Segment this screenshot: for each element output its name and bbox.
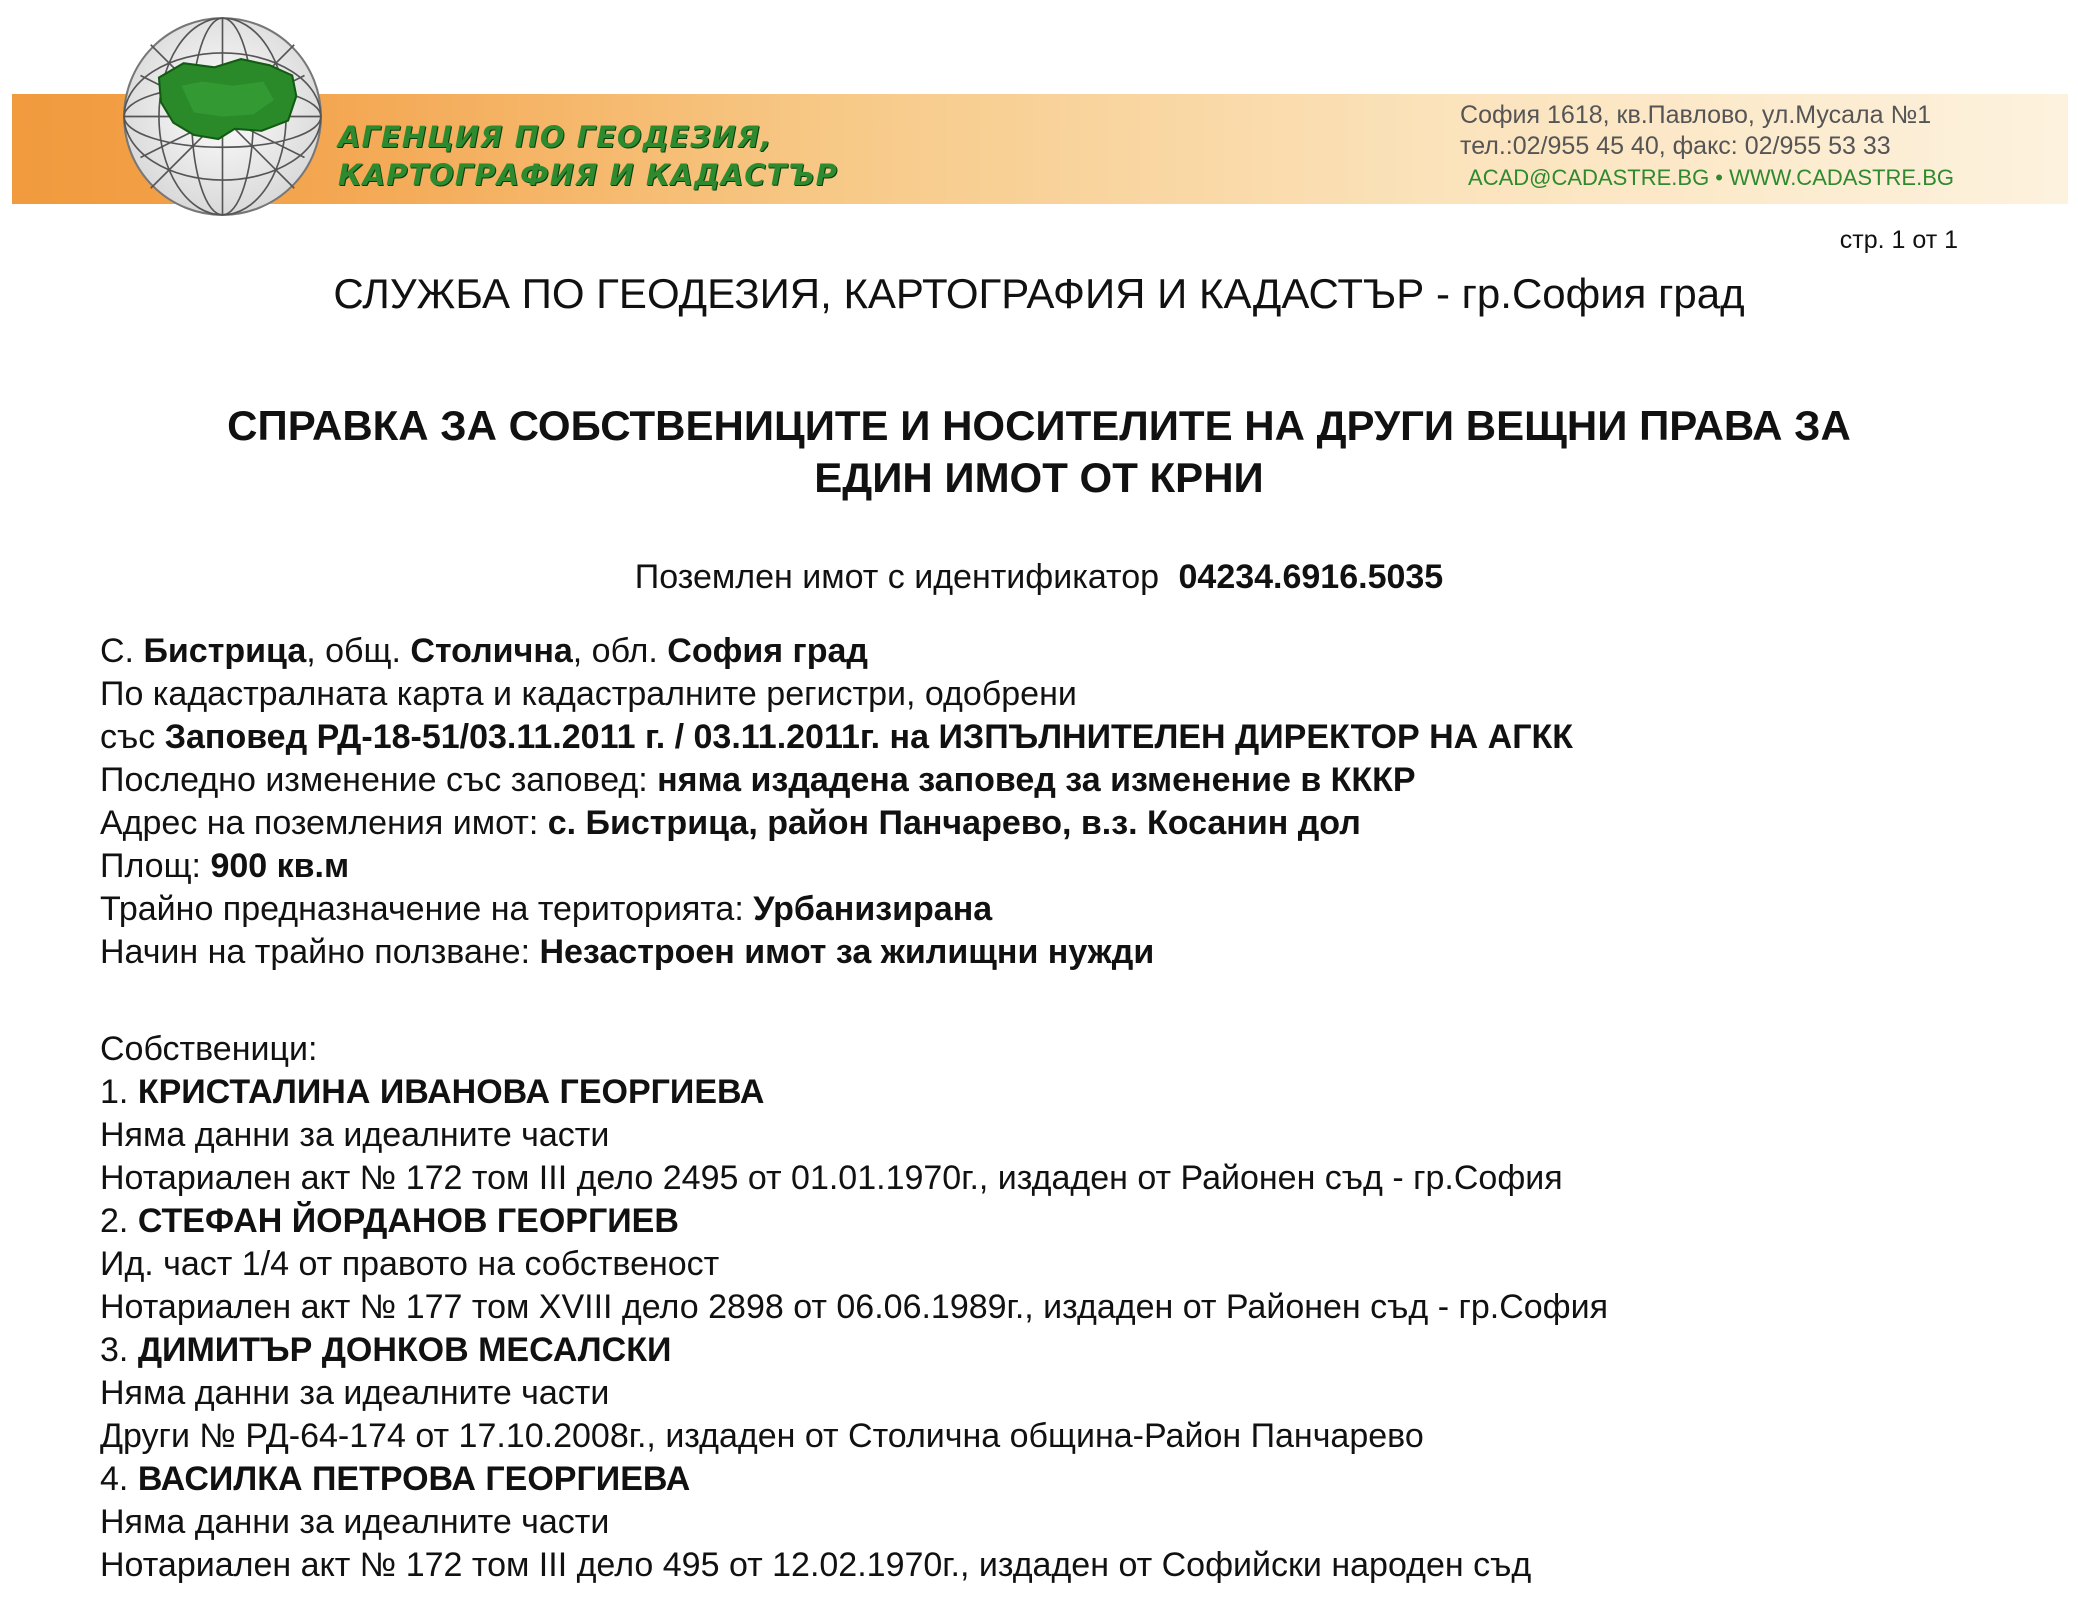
property-identifier [0,558,2078,597]
owner-number: 1. [100,1073,129,1111]
address-label: Адрес на поземления имот: [100,804,539,842]
purpose-label: Трайно предназначение на територията: [100,890,744,928]
agency-name [338,118,838,194]
agency-logo-icon [120,14,325,219]
village-value: Бистрица [143,632,307,670]
order-prefix: със [100,718,156,756]
owner-share: Ид. част 1/4 от правото на собственост [100,1245,720,1283]
page-number: стр. 1 от 1 [1839,226,1958,254]
area-value: 900 кв.м [210,847,350,885]
owner-share: Няма данни за идеалните части [100,1503,610,1541]
owner-heading [100,1458,2000,1501]
owner-share: Няма данни за идеалните части [100,1374,610,1412]
document-title-line1: СПРАВКА ЗА СОБСТВЕНИЦИТЕ И НОСИТЕЛИТЕ НА ДРУГИ ВЕЩНИ ПРАВА ЗА [227,402,1851,449]
contact-address: София 1618, кв.Павлово, ул.Мусала №1 [1460,101,1932,129]
owner-number: 2. [100,1202,129,1240]
owner-entry [100,1458,2000,1587]
last-change-value: няма издадена заповед за изменение в КККР [657,761,1416,799]
owner-name: СТЕФАН ЙОРДАНОВ ГЕОРГИЕВ [137,1202,679,1240]
owner-entry [100,1200,2000,1329]
owner-heading [100,1071,2000,1114]
property-details [100,630,2000,974]
usage-value: Незастроен имот за жилищни нужди [539,933,1155,971]
owner-number: 3. [100,1331,129,1369]
contact-block [1460,100,1954,193]
area-line [100,845,2000,888]
contact-phones: тел.:02/955 45 40, факс: 02/955 53 33 [1460,132,1891,160]
order-line [100,716,2000,759]
contact-web[interactable]: ACAD@CADASTRE.BG • WWW.CADASTRE.BG [1468,165,1954,190]
village-prefix: С. [100,632,134,670]
agency-name-line2: КАРТОГРАФИЯ И КАДАСТЪР [338,158,838,192]
owner-heading [100,1200,2000,1243]
municipality-value: Столична [410,632,573,670]
order-value: Заповед РД-18-51/03.11.2011 г. / 03.11.2011г. на ИЗПЪЛНИТЕЛЕН ДИРЕКТОР НА АГКК [164,718,1574,756]
region-prefix: , обл. [572,632,658,670]
identifier-label: Поземлен имот с идентификатор [634,558,1160,596]
owner-document: Нотариален акт № 172 том III дело 495 от 12.02.1970г., издаден от Софийски народен съд [100,1546,1532,1584]
owner-share: Няма данни за идеалните части [100,1116,610,1154]
purpose-line [100,888,2000,931]
owner-entry [100,1071,2000,1200]
owner-number: 4. [100,1460,129,1498]
area-label: Площ: [100,847,201,885]
owner-name: КРИСТАЛИНА ИВАНОВА ГЕОРГИЕВА [137,1073,765,1111]
owner-name: ВАСИЛКА ПЕТРОВА ГЕОРГИЕВА [137,1460,691,1498]
service-heading: СЛУЖБА ПО ГЕОДЕЗИЯ, КАРТОГРАФИЯ И КАДАСТЪР - гр.София град [333,270,1745,317]
owner-heading [100,1329,2000,1372]
owner-entry [100,1329,2000,1458]
region-value: София град [667,632,868,670]
document-title [0,400,2078,504]
location-line [100,630,2000,673]
address-line [100,802,2000,845]
owners-label: Собственици: [100,1030,318,1068]
owner-document: Други № РД-64-174 от 17.10.2008г., издаден от Столична община-Район Панчарево [100,1417,1424,1455]
usage-label: Начин на трайно ползване: [100,933,531,971]
last-change-label: Последно изменение със заповед: [100,761,648,799]
owners-section [100,1028,2000,1587]
municipality-prefix: , общ. [306,632,401,670]
owner-document: Нотариален акт № 172 том III дело 2495 от 01.01.1970г., издаден от Районен съд - гр.София [100,1159,1563,1197]
owner-name: ДИМИТЪР ДОНКОВ МЕСАЛСКИ [137,1331,672,1369]
agency-name-line1: АГЕНЦИЯ ПО ГЕОДЕЗИЯ, [338,120,773,154]
purpose-value: Урбанизирана [753,890,993,928]
owner-document: Нотариален акт № 177 том XVIII дело 2898 от 06.06.1989г., издаден от Районен съд - гр.София [100,1288,1609,1326]
address-value: с. Бистрица, район Панчарево, в.з. Косанин дол [547,804,1361,842]
identifier-value: 04234.6916.5035 [1178,558,1444,596]
last-change-line [100,759,2000,802]
usage-line [100,931,2000,974]
approval-line: По кадастралната карта и кадастралните регистри, одобрени [100,675,1077,713]
document-title-line2: ЕДИН ИМОТ ОТ КРНИ [814,454,1264,501]
